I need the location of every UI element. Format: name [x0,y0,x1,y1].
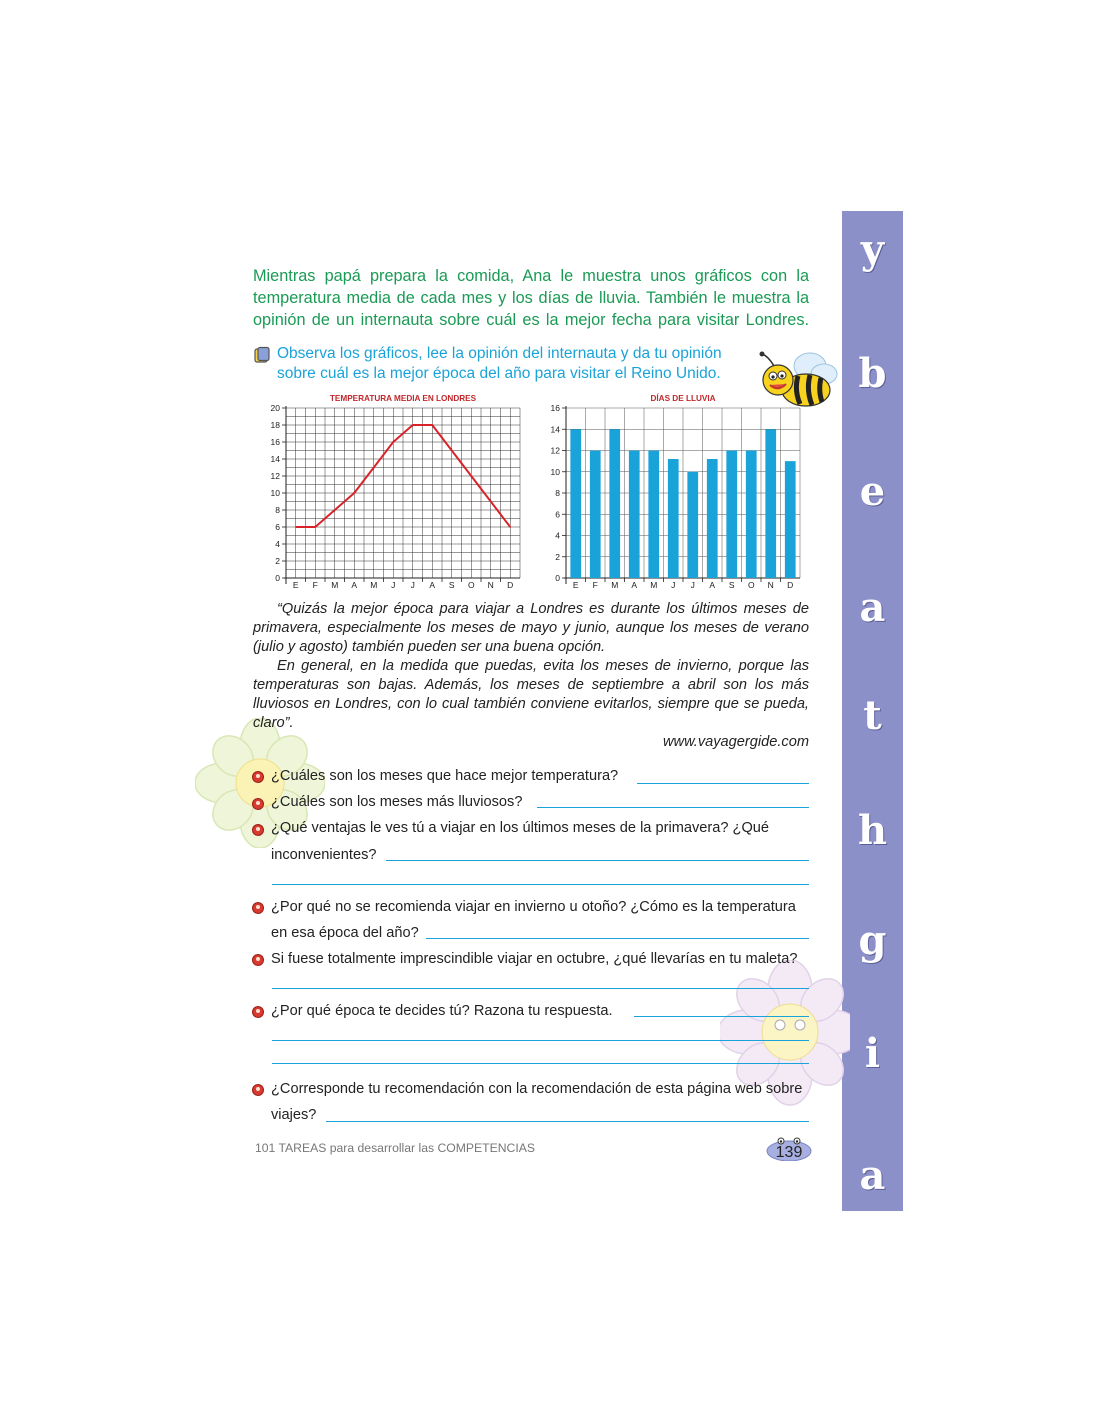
bar [746,451,757,579]
x-tick-label: J [391,580,396,590]
sidebar-letter: h [857,807,888,854]
bar [707,459,718,578]
instruction-line: Observa los gráficos, lee la opinión del internauta y da tu opinión [277,345,722,362]
question-text: inconvenientes? [271,847,377,863]
page-number-badge [766,1137,812,1161]
rain-days-chart [542,390,812,590]
x-tick-label: E [292,580,299,590]
question-text: ¿Cuáles son los meses que hace mejor temperatura? [271,768,619,784]
x-tick-label: A [709,580,716,590]
x-tick-label: O [747,580,755,590]
y-tick-label: 8 [275,505,280,515]
x-tick-label: D [787,580,794,590]
sidebar-letter: g [858,917,887,964]
y-tick-label: 12 [270,471,280,481]
y-tick-label: 4 [275,539,280,549]
data-point [353,492,355,494]
question-text: ¿Corresponde tu recomendación con la recomendación de esta página web sobre [271,1081,803,1097]
data-point [470,475,472,477]
bullet-icon [252,771,264,783]
question-text: ¿Por qué no se recomienda viajar en invierno u otoño? ¿Cómo es la temperatura [271,899,796,915]
y-tick-label: 0 [555,573,560,583]
x-tick-label: M [650,580,658,590]
instruction-text [277,344,722,384]
bar [765,429,776,578]
instruction-line: sobre cuál es la mejor época del año para visitar el Reino Unido. [277,365,721,382]
question-text: viajes? [271,1107,317,1123]
data-point [314,526,316,528]
answer-line[interactable] [272,1063,809,1064]
y-tick-label: 20 [270,403,280,413]
x-tick-label: A [429,580,436,590]
x-tick-label: E [572,580,579,590]
sidebar-letter: t [863,692,882,739]
x-tick-label: F [312,580,318,590]
bullet-icon [252,798,264,810]
question-text: ¿Qué ventajas le ves tú a viajar en los últimos meses de la primavera? ¿Qué [271,820,770,836]
question-text: Si fuese totalmente imprescindible viajar en octubre, ¿qué llevarías en tu maleta? [271,951,798,967]
y-tick-label: 12 [550,445,560,456]
x-tick-label: S [728,580,735,590]
quote-paragraph: En general, en la medida que puedas, evita los meses de invierno, porque las temperaturas son bajas. Además, los meses de septiembre a abril son los más lluviosos en Londres, con lo cual también conviene evitarlos, siempre que se pueda, claro”. [253,658,809,731]
x-tick-label: J [690,580,695,590]
x-tick-label: N [767,580,774,590]
data-point [334,509,336,511]
data-point [412,424,414,426]
data-point [373,467,375,469]
sidebar-letter: a [859,584,886,631]
book-icon [253,346,271,364]
y-tick-label: 6 [275,522,280,532]
y-tick-label: 8 [555,488,560,498]
answer-line[interactable] [272,988,809,989]
bar [726,451,737,579]
x-tick-label: F [592,580,598,590]
quote-block [253,600,809,733]
x-tick-label: M [370,580,378,590]
x-tick-label: J [671,580,676,590]
x-tick-label: A [351,580,358,590]
sidebar-letter: i [864,1030,881,1077]
y-tick-label: 18 [270,420,280,430]
y-tick-label: 0 [275,573,280,583]
answer-line[interactable] [637,783,809,784]
y-tick-label: 14 [550,424,560,435]
y-tick-label: 16 [550,403,560,413]
bar [609,429,620,578]
data-point [431,424,433,426]
y-tick-label: 10 [270,488,280,498]
sidebar-letter: y [860,226,885,273]
data-point [392,441,394,443]
answer-line[interactable] [272,1040,809,1041]
bullet-icon [252,1084,264,1096]
question-text: ¿Por qué época te decides tú? Razona tu respuesta. [271,1003,613,1019]
bar [590,451,601,579]
y-tick-label: 10 [550,466,560,477]
data-point [295,526,297,528]
data-point [451,450,453,452]
answer-line[interactable] [634,1016,809,1017]
page-number: 139 [775,1144,803,1161]
bar [648,451,659,579]
x-tick-label: A [631,580,638,590]
y-tick-label: 14 [270,454,280,464]
x-tick-label: N [487,580,494,590]
answer-line[interactable] [386,860,809,861]
x-tick-label: M [611,580,619,590]
bullet-icon [252,902,264,914]
quote-source: www.vayagergide.com [662,734,809,750]
intro-line: temperatura media de cada mes y los días de lluvia. También le muestra la [253,289,809,307]
intro-line: Mientras papá prepara la comida, Ana le muestra unos gráficos con la [253,267,809,285]
bar [570,429,581,578]
y-tick-label: 16 [270,437,280,447]
answer-line[interactable] [537,807,809,808]
quote-paragraph: “Quizás la mejor época para viajar a Londres es durante los últimos meses de primavera, especialmente los meses de mayo y junio, aunque los meses de verano (julio y agosto) también pueden ser una buena opción. [253,601,809,655]
footer-title: 101 TAREAS para desarrollar las COMPETENCIAS [255,1141,535,1155]
x-tick-label: D [507,580,514,590]
decorative-sidebar [842,211,903,1211]
intro-paragraph [253,265,809,331]
answer-line[interactable] [272,884,809,885]
chart-title: TEMPERATURA MEDIA EN LONDRES [329,394,477,403]
y-tick-label: 4 [555,530,560,541]
bar [687,472,698,578]
chart-title: DÍAS DE LLUVIA [650,394,716,403]
question-text: ¿Cuáles son los meses más lluviosos? [271,794,523,810]
data-point [509,526,511,528]
bar [668,459,679,578]
bullet-icon [252,1006,264,1018]
temperature-chart [262,390,532,590]
y-tick-label: 2 [555,551,560,562]
answer-line[interactable] [326,1121,809,1122]
bullet-icon [252,954,264,966]
y-tick-label: 6 [555,509,560,520]
x-tick-label: M [331,580,339,590]
y-tick-label: 2 [275,556,280,566]
answer-line[interactable] [426,938,809,939]
data-point [490,501,492,503]
sidebar-letter: e [859,468,886,515]
question-text: en esa época del año? [271,925,419,941]
x-tick-label: O [467,580,475,590]
bar [629,451,640,579]
bullet-icon [252,824,264,836]
x-tick-label: S [448,580,455,590]
bar [785,461,796,578]
intro-line: opinión de un internauta sobre cuál es la mejor fecha para visitar Londres. [253,311,809,329]
x-tick-label: J [410,580,415,590]
sidebar-letter: b [858,350,887,397]
sidebar-letter: a [859,1152,886,1199]
